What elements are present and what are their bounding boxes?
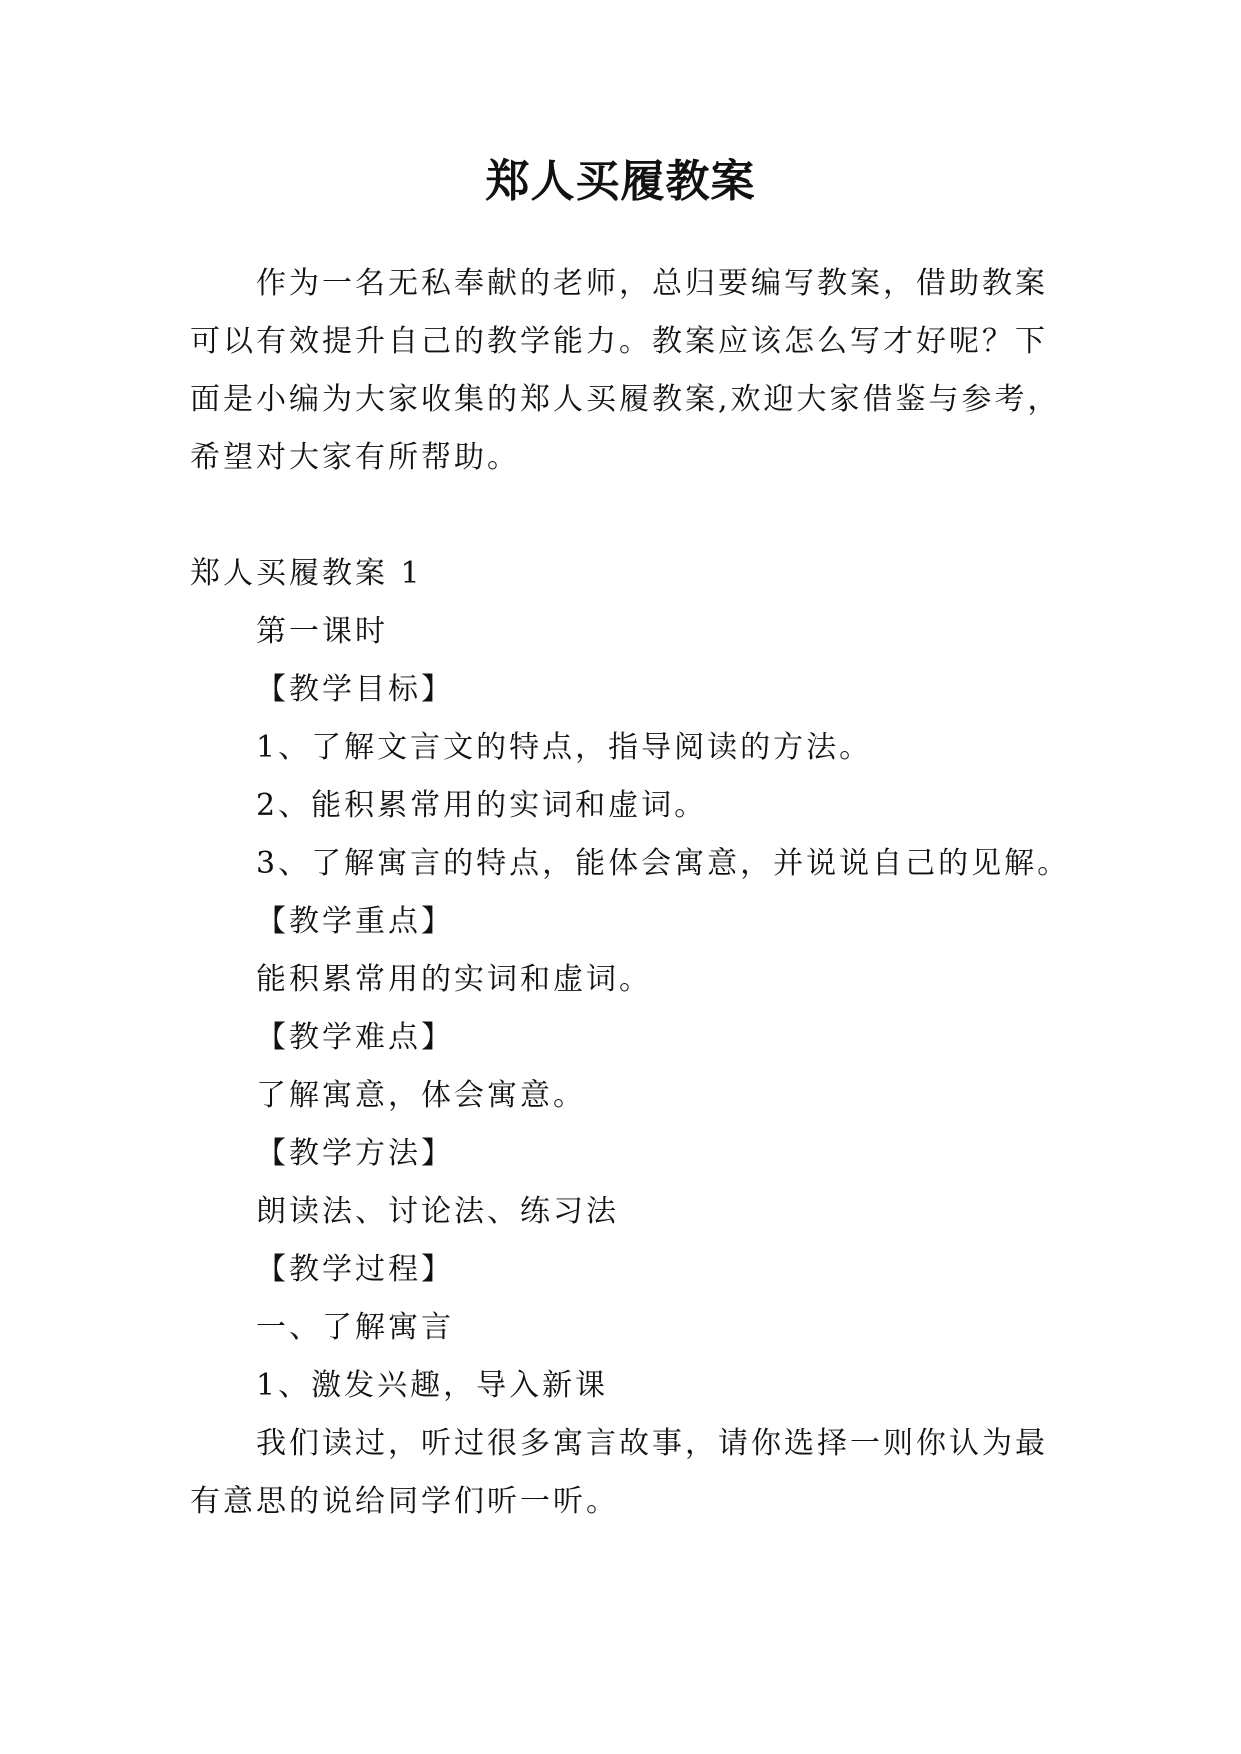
key-point-text: 能积累常用的实词和虚词。 [256,962,652,997]
process-substep-1: 1、激发兴趣，导入新课 [256,1368,609,1403]
process-paragraph-line-2: 有意思的说给同学们听一听。 [190,1484,619,1519]
process-step-1: 一、了解寓言 [256,1310,454,1345]
process-paragraph-line-1: 我们读过，听过很多寓言故事，请你选择一则你认为最 [256,1426,1048,1461]
difficulty-text: 了解寓意，体会寓意。 [256,1078,586,1113]
section-heading: 郑人买履教案 1 [190,556,423,591]
intro-line-1: 作为一名无私奉献的老师，总归要编写教案，借助教案 [256,266,1048,301]
heading-objectives: 【教学目标】 [256,672,454,707]
intro-line-2: 可以有效提升自己的教学能力。教案应该怎么写才好呢？下 [190,324,1048,359]
methods-text: 朗读法、讨论法、练习法 [256,1194,619,1229]
objective-3: 3、了解寓言的特点，能体会寓意，并说说自己的见解。 [256,846,1071,881]
heading-difficulties: 【教学难点】 [256,1020,454,1055]
lesson-period: 第一课时 [256,614,388,649]
intro-line-4: 希望对大家有所帮助。 [190,440,520,475]
document-title: 郑人买履教案 [485,156,756,207]
intro-line-3: 面是小编为大家收集的郑人买履教案,欢迎大家借鉴与参考， [190,382,1061,417]
objective-1: 1、了解文言文的特点，指导阅读的方法。 [256,730,873,765]
heading-key-points: 【教学重点】 [256,904,454,939]
heading-process: 【教学过程】 [256,1252,454,1287]
heading-methods: 【教学方法】 [256,1136,454,1171]
objective-2: 2、能积累常用的实词和虚词。 [256,788,708,823]
